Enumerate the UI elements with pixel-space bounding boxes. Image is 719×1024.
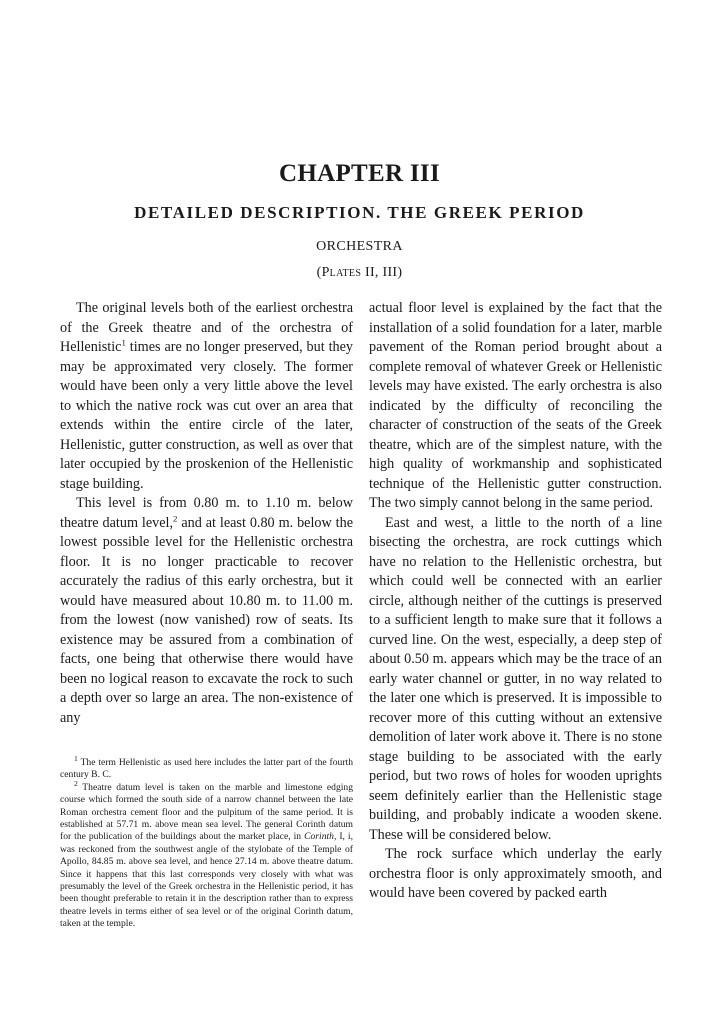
footnote-1	[60, 753, 353, 782]
footnote-2-number: 2	[74, 778, 78, 788]
footnote-ref-2: 2	[173, 512, 178, 523]
footnote-2	[60, 778, 353, 931]
paragraph-2-text-b: and at least 0.80 m. below the lowest possible level for the Hellenistic orchestra floor. It is no longer practicable to recover accurately the radius of this early orchestra, but it would have measured about 10.80 m. to 11.00 m. from the lowest (now vanished) row of seats. Its existence may be assured from a combination of facts, one being that otherwise there would have been no logical reason to excavate the rock to such a depth over so large an area. The non-existence of any	[60, 514, 353, 726]
footnote-ref-1: 1	[121, 337, 126, 348]
paragraph-1-text-a: The original levels both of the earliest orchestra of the Greek theatre and of the orchestra of Hellenistic	[60, 300, 353, 355]
subsection-title: ORCHESTRA	[316, 239, 403, 254]
footnote-2-italic: Corinth,	[304, 831, 337, 843]
section-title: DETAILED DESCRIPTION. THE GREEK PERIOD	[134, 203, 585, 222]
paragraph-1-text-b: times are no longer preserved, but they may be approximated very closely. The former would have been only a very little above the level to which the native rock was cut over an area that extends within the entire circle of the later, Hellenistic, gutter construction, as well as over that later occupied by the proskenion of the Hellenistic stage building.	[60, 339, 353, 492]
plates-open-paren: (	[316, 265, 322, 280]
paragraph-2	[60, 494, 353, 728]
left-column	[60, 299, 353, 728]
footnote-2-text-a: Theatre datum level is taken on the marble and limestone edging course which formed the south side of a narrow channel between the late Roman orchestra cement floor and the pulpitum of the same period. It is established at 57.71 m. above mean sea level. The general Corinth datum for the publication of the buildings about the market place, in	[60, 781, 353, 843]
footnotes	[60, 753, 353, 931]
right-column	[369, 299, 662, 904]
paragraph-2-text-a: This level is from 0.80 m. to 1.10 m. below theatre datum level,	[60, 495, 353, 531]
paragraph-3: East and west, a little to the north of a line bisecting the orchestra, are rock cuttings which have no relation to the Hellenistic orchestra, but which could well be connected with an earlier circle, although neither of the cuttings is preserved to a sufficient length to make sure that it follows a curved line. On the west, especially, a deep step of about 0.50 m. appears which may be the trace of an early water channel or gutter, in no way related to the later one which is preserved. It is impossible to recover more of this cutting without an extensive demolition of later work above it. There is no stone stage building to be associated with the early period, but two rows of holes for wooden uprights seem definitely earlier than the Hellenistic stage building, and probably indicate a wooden skene. These will be considered below.	[369, 514, 662, 843]
footnote-2-text-b: I, i, was reckoned from the southwest angle of the stylobate of the Temple of Apollo, 84.85 m. above sea level, and hence 27.14 m. above theatre datum. Since it happens that this last corresponds very closely with what was presumably the level of the Greek orchestra in the Hellenistic period, it has been thought preferable to retain it in the description rather than to express theatre levels in terms either of sea level or of the original Corinth datum, taken at the temple.	[60, 831, 353, 930]
footnote-1-number: 1	[74, 753, 78, 763]
paragraph-2-continued: actual floor level is explained by the fact that the installation of a solid foundation for a later, marble pavement of the Roman period brought about a complete removal of whatever Greek or Hellenistic levels may have existed. The early orchestra is also indicated by the difficulty of reconciling the character of construction of the seats of the Greek theatre, which are of the simplest nature, with the high quality of workmanship and sophisticated technique of the Hellenistic gutter construction. The two simply cannot belong in the same period.	[369, 300, 662, 511]
plates-close-paren: )	[397, 265, 403, 280]
paragraph-1	[60, 299, 353, 494]
chapter-title: CHAPTER III	[279, 160, 440, 187]
plates-text: Plates II, III	[321, 265, 398, 280]
footnote-1-text: The term Hellenistic as used here includes the latter part of the fourth century B. C.	[60, 757, 353, 781]
paragraph-4: The rock surface which underlay the early orchestra floor is only approximately smooth, and would have been covered by packed earth	[369, 846, 662, 901]
plates-reference	[0, 265, 719, 281]
